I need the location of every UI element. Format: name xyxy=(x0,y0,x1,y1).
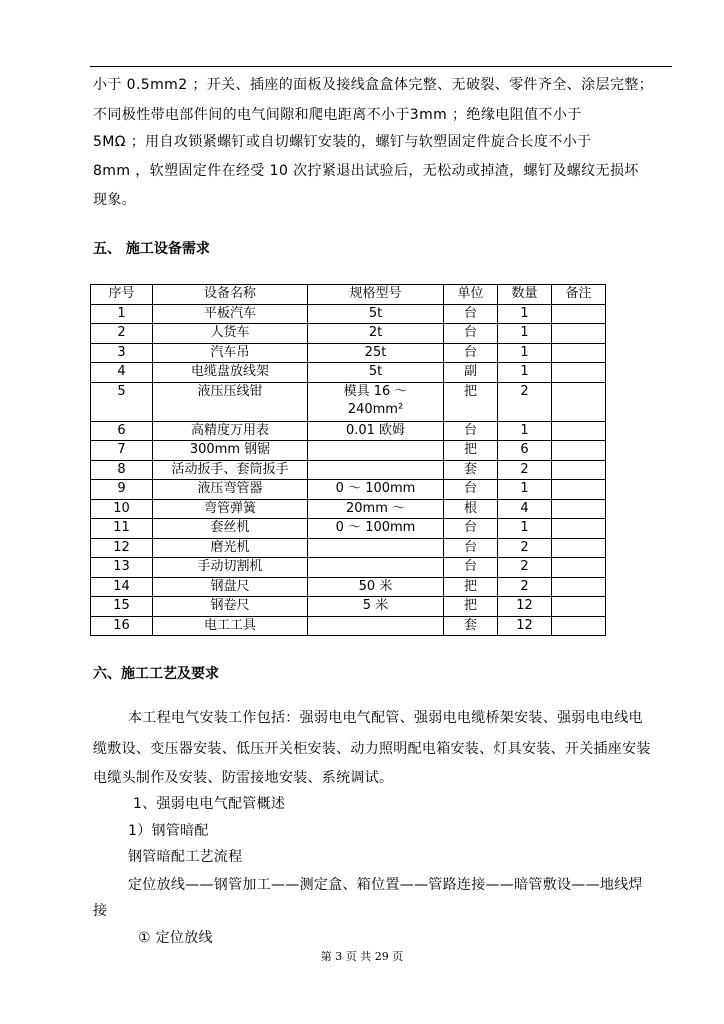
cell-unit: 台 xyxy=(444,538,498,558)
page-footer: 第 3 页 共 29 页 xyxy=(320,950,404,963)
table-body xyxy=(91,304,606,636)
cell-remark xyxy=(552,538,606,558)
cell-unit: 把 xyxy=(444,441,498,461)
cell-seq: 1 xyxy=(91,304,153,324)
cell-remark xyxy=(552,519,606,539)
cell-qty: 2 xyxy=(498,382,552,421)
cell-unit: 台 xyxy=(444,519,498,539)
cell-seq: 2 xyxy=(91,324,153,344)
cell-name: 300mm 钢锯 xyxy=(153,441,308,461)
cell-name: 人货车 xyxy=(153,324,308,344)
intro-line-4: 8mm ，软塑固定件在经受 10 次拧紧退出试验后，无松动或掉渣，螺钉及螺纹无损坏 xyxy=(93,163,639,179)
item-title: 1）钢管暗配 xyxy=(128,823,209,839)
cell-seq: 14 xyxy=(91,577,153,597)
cell-spec: 5t xyxy=(308,363,444,383)
cell-name: 电缆盘放线架 xyxy=(153,363,308,383)
cell-unit: 台 xyxy=(444,304,498,324)
cell-unit: 台 xyxy=(444,558,498,578)
table-row xyxy=(91,480,606,500)
cell-seq: 12 xyxy=(91,538,153,558)
cell-remark xyxy=(552,421,606,441)
process-flow-cont: 接 xyxy=(93,903,108,919)
cell-spec xyxy=(308,460,444,480)
process-title: 钢管暗配工艺流程 xyxy=(128,849,243,865)
cell-remark xyxy=(552,597,606,617)
cell-qty: 1 xyxy=(498,324,552,344)
cell-remark xyxy=(552,304,606,324)
cell-remark xyxy=(552,343,606,363)
cell-name: 钢盘尺 xyxy=(153,577,308,597)
intro-line-2: 不同极性带电部件间的电气间隙和爬电距离不小于3mm ；绝缘电阻值不小于 xyxy=(93,107,582,123)
cell-unit: 台 xyxy=(444,343,498,363)
cell-remark xyxy=(552,499,606,519)
cell-seq: 16 xyxy=(91,616,153,636)
cell-name: 钢卷尺 xyxy=(153,597,308,617)
cell-seq: 3 xyxy=(91,343,153,363)
cell-qty: 1 xyxy=(498,480,552,500)
cell-name: 活动扳手、套筒扳手 xyxy=(153,460,308,480)
header-unit: 单位 xyxy=(444,285,498,305)
cell-spec: 2t xyxy=(308,324,444,344)
cell-qty: 1 xyxy=(498,343,552,363)
cell-remark xyxy=(552,441,606,461)
intro-line-3: 5MΩ ；用自攻锁紧螺钉或自切螺钉安装的，螺钉与软塑固定件旋合长度不小于 xyxy=(93,134,592,150)
spec-line-2: 240mm² xyxy=(347,401,404,417)
cell-remark xyxy=(552,324,606,344)
table-row xyxy=(91,363,606,383)
table-row xyxy=(91,538,606,558)
cell-qty: 2 xyxy=(498,538,552,558)
cell-qty: 1 xyxy=(498,421,552,441)
cell-seq: 6 xyxy=(91,421,153,441)
cell-qty: 1 xyxy=(498,363,552,383)
subsection-title: 1、强弱电电气配管概述 xyxy=(133,796,286,812)
cell-unit: 台 xyxy=(444,324,498,344)
cell-spec: 0 ～ 100mm xyxy=(308,519,444,539)
cell-qty: 2 xyxy=(498,577,552,597)
cell-spec: 模具 16 ～ 240mm² xyxy=(308,382,444,421)
cell-name: 手动切割机 xyxy=(153,558,308,578)
header-rule xyxy=(90,66,672,67)
header-seq: 序号 xyxy=(91,285,153,305)
cell-name: 汽车吊 xyxy=(153,343,308,363)
cell-spec: 50 米 xyxy=(308,577,444,597)
equipment-table xyxy=(90,284,606,636)
table-row xyxy=(91,519,606,539)
cell-spec: 20mm ～ xyxy=(308,499,444,519)
cell-remark xyxy=(552,616,606,636)
step-1: ① 定位放线 xyxy=(138,930,213,946)
table-row xyxy=(91,324,606,344)
cell-unit: 把 xyxy=(444,382,498,421)
cell-qty: 6 xyxy=(498,441,552,461)
cell-remark xyxy=(552,480,606,500)
cell-seq: 5 xyxy=(91,382,153,421)
table-header-row xyxy=(91,285,606,305)
cell-seq: 10 xyxy=(91,499,153,519)
header-spec: 规格型号 xyxy=(308,285,444,305)
body-line-1: 本工程电气安装工作包括：强弱电电气配管、强弱电电缆桥架安装、强弱电电线电 xyxy=(128,710,643,726)
intro-line-1: 小于 0.5mm2 ；开关、插座的面板及接线盒盒体完整、无破裂、零件齐全、涂层完整； xyxy=(93,77,654,93)
intro-line-5: 现象。 xyxy=(93,192,137,208)
table-row xyxy=(91,304,606,324)
cell-spec: 5 米 xyxy=(308,597,444,617)
table-row xyxy=(91,616,606,636)
table-row xyxy=(91,597,606,617)
cell-spec: 5t xyxy=(308,304,444,324)
cell-seq: 9 xyxy=(91,480,153,500)
cell-remark xyxy=(552,460,606,480)
body-line-2: 缆敷设、变压器安装、低压开关柜安装、动力照明配电箱安装、灯具安装、开关插座安装 xyxy=(93,741,651,757)
cell-seq: 7 xyxy=(91,441,153,461)
body-line-3: 电缆头制作及安装、防雷接地安装、系统调试。 xyxy=(93,770,394,786)
table-row xyxy=(91,499,606,519)
cell-unit: 台 xyxy=(444,480,498,500)
table-row xyxy=(91,577,606,597)
cell-qty: 12 xyxy=(498,597,552,617)
cell-name: 弯管弹簧 xyxy=(153,499,308,519)
cell-remark xyxy=(552,363,606,383)
cell-unit: 副 xyxy=(444,363,498,383)
cell-seq: 4 xyxy=(91,363,153,383)
cell-qty: 1 xyxy=(498,304,552,324)
cell-spec xyxy=(308,538,444,558)
cell-remark xyxy=(552,558,606,578)
cell-spec xyxy=(308,558,444,578)
table-row xyxy=(91,460,606,480)
cell-spec: 0.01 欧姆 xyxy=(308,421,444,441)
table-row xyxy=(91,558,606,578)
cell-unit: 套 xyxy=(444,460,498,480)
cell-qty: 2 xyxy=(498,460,552,480)
cell-unit: 套 xyxy=(444,616,498,636)
header-remark: 备注 xyxy=(552,285,606,305)
cell-seq: 11 xyxy=(91,519,153,539)
cell-unit: 根 xyxy=(444,499,498,519)
table-row xyxy=(91,421,606,441)
cell-seq: 15 xyxy=(91,597,153,617)
cell-seq: 13 xyxy=(91,558,153,578)
cell-name: 平板汽车 xyxy=(153,304,308,324)
cell-unit: 把 xyxy=(444,597,498,617)
cell-unit: 把 xyxy=(444,577,498,597)
cell-qty: 4 xyxy=(498,499,552,519)
cell-name: 液压压线钳 xyxy=(153,382,308,421)
section-5-title: 五、 施工设备需求 xyxy=(93,241,210,257)
cell-spec xyxy=(308,441,444,461)
cell-name: 磨光机 xyxy=(153,538,308,558)
cell-name: 套丝机 xyxy=(153,519,308,539)
section-6-title: 六、施工工艺及要求 xyxy=(93,666,219,682)
header-qty: 数量 xyxy=(498,285,552,305)
cell-name: 电工工具 xyxy=(153,616,308,636)
process-flow: 定位放线——钢管加工——测定盒、箱位置——管路连接——暗管敷设——地线焊 xyxy=(128,877,643,893)
header-name: 设备名称 xyxy=(153,285,308,305)
cell-unit: 台 xyxy=(444,421,498,441)
cell-seq: 8 xyxy=(91,460,153,480)
cell-remark xyxy=(552,577,606,597)
cell-remark xyxy=(552,382,606,421)
cell-spec: 25t xyxy=(308,343,444,363)
cell-qty: 1 xyxy=(498,519,552,539)
cell-name: 液压弯管器 xyxy=(153,480,308,500)
cell-name: 高精度万用表 xyxy=(153,421,308,441)
cell-qty: 12 xyxy=(498,616,552,636)
cell-spec xyxy=(308,616,444,636)
table-row xyxy=(91,382,606,421)
table-row xyxy=(91,343,606,363)
cell-qty: 2 xyxy=(498,558,552,578)
table-row xyxy=(91,441,606,461)
cell-spec: 0 ～ 100mm xyxy=(308,480,444,500)
